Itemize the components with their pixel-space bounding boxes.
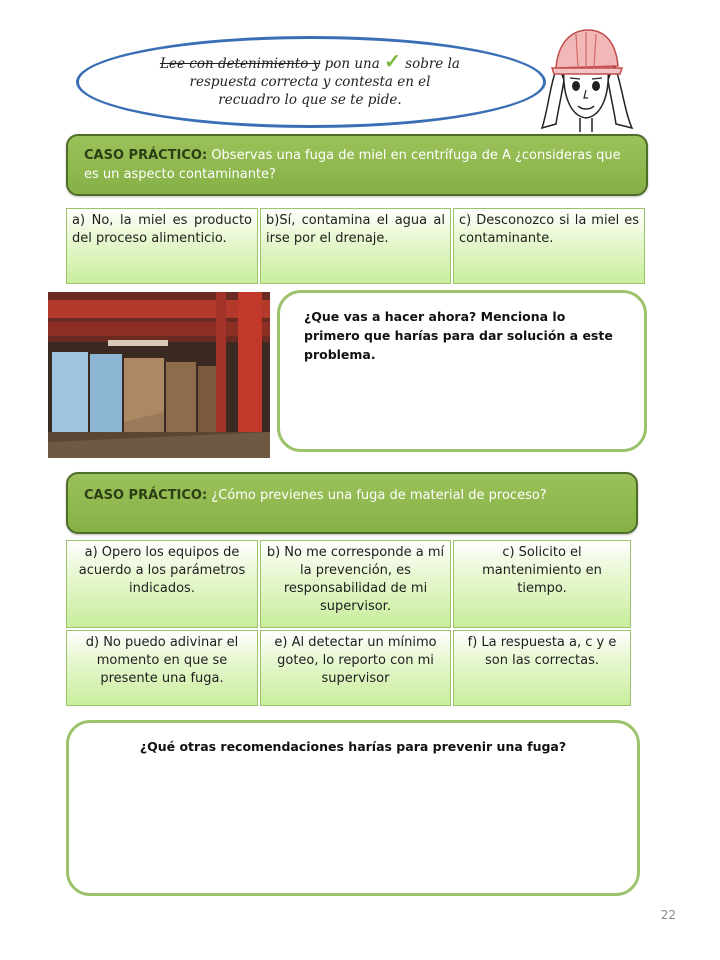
instructions-text: Lee con detenimiento y pon una ✓ sobre la respuesta correcta y contesta en el recuadro lo que se te pide. <box>160 49 460 108</box>
case1-banner: CASO PRÁCTICO: Observas una fuga de miel en centrífuga de A ¿consideras que es un aspecto contaminante? <box>66 134 648 196</box>
case2-option-e[interactable]: e) Al detectar un mínimo goteo, lo reporto con mi supervisor <box>260 630 451 706</box>
case1-question: Observas una fuga de miel en centrífuga de A ¿consideras que es un aspecto contaminante? <box>84 148 621 182</box>
case2-option-b[interactable]: b) No me corresponde a mí la prevención, es responsabilidad de mi supervisor. <box>260 540 451 628</box>
case2-question: ¿Cómo previenes una fuga de material de proceso? <box>207 488 547 503</box>
case2-option-d[interactable]: d) No puedo adivinar el momento en que se presente una fuga. <box>66 630 258 706</box>
case2-option-a[interactable]: a) Opero los equipos de acuerdo a los parámetros indicados. <box>66 540 258 628</box>
case1-option-b[interactable]: b)Sí, contamina el agua al irse por el drenaje. <box>260 208 451 284</box>
factory-photo <box>48 292 270 458</box>
case1-option-a[interactable]: a) No, la miel es producto del proceso alimenticio. <box>66 208 258 284</box>
checkmark-icon: ✓ <box>384 49 401 73</box>
answer-box-2-prompt: ¿Qué otras recomendaciones harías para prevenir una fuga? <box>139 739 567 754</box>
answer-box-1[interactable] <box>277 290 647 452</box>
case2-label: CASO PRÁCTICO <box>84 488 202 503</box>
case2-option-c[interactable]: c) Solicito el mantenimiento en tiempo. <box>453 540 631 628</box>
answer-box-1-prompt: ¿Que vas a hacer ahora? Menciona lo primero que harías para dar solución a este problema. <box>304 309 613 362</box>
struck-text: Lee con detenimiento y <box>160 56 321 72</box>
page-number: 22 <box>660 908 676 922</box>
mascot-helmet-icon <box>536 24 636 136</box>
case2-banner: CASO PRÁCTICO: ¿Cómo previenes una fuga de material de proceso? <box>66 472 638 534</box>
case2-option-f[interactable]: f) La respuesta a, c y e son las correctas. <box>453 630 631 706</box>
case1-label: CASO PRÁCTICO <box>84 148 202 163</box>
case1-option-c[interactable]: c) Desconozco si la miel es contaminante. <box>453 208 645 284</box>
answer-box-2[interactable] <box>66 720 640 896</box>
